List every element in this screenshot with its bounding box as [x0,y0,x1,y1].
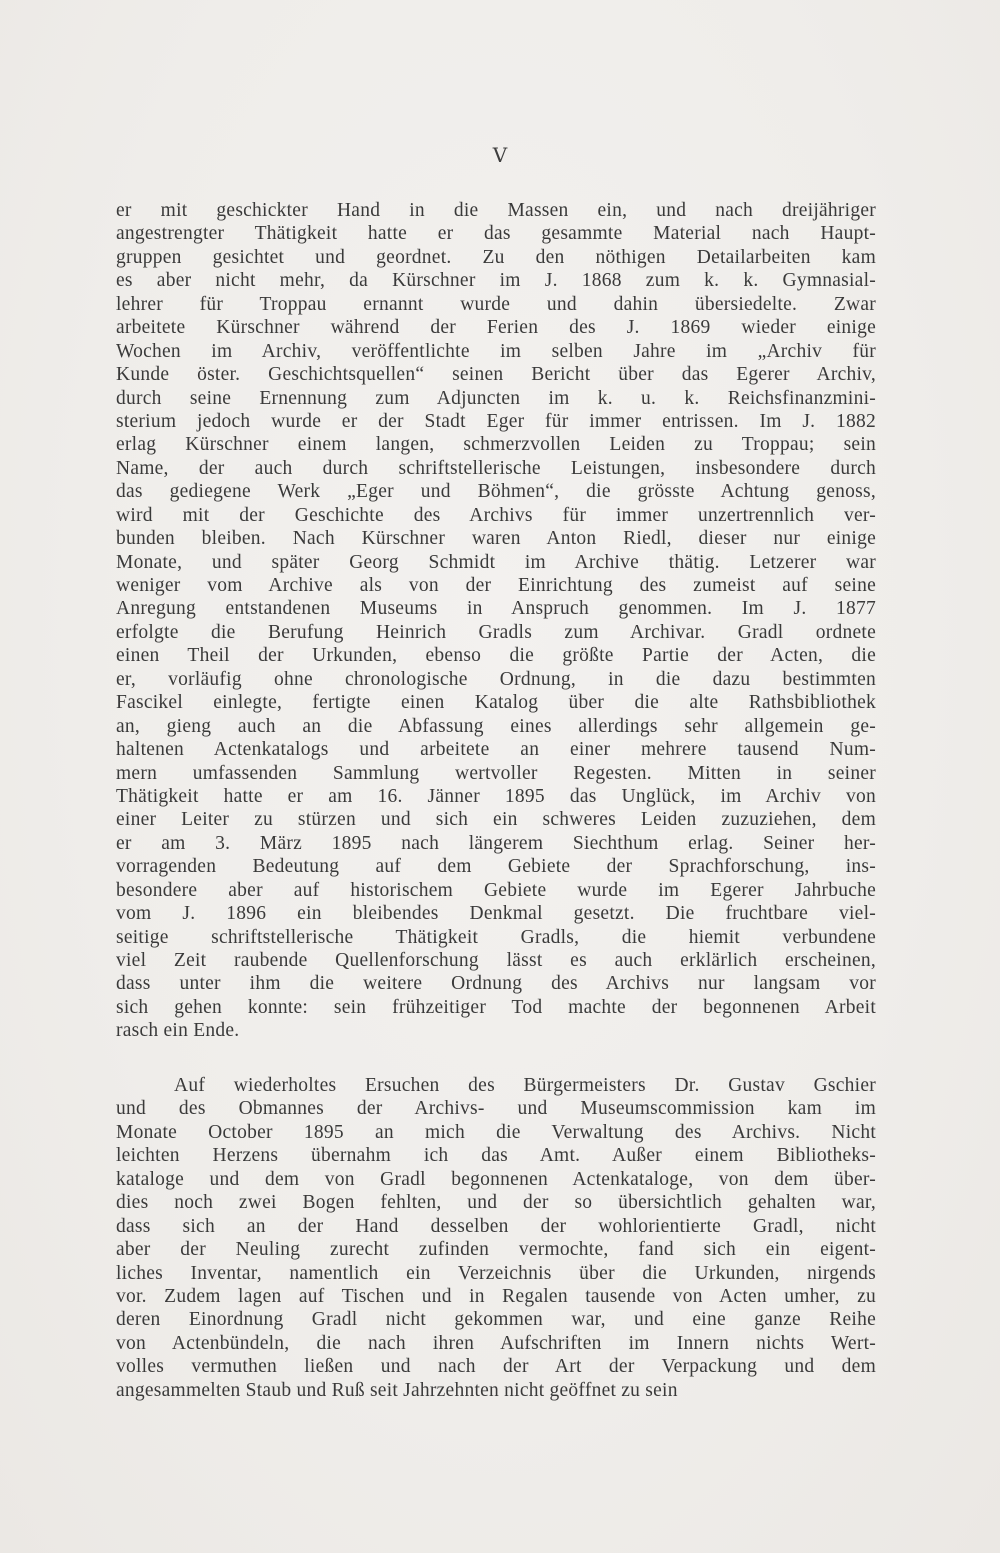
page-number: V [492,143,508,167]
text-line: Wochen im Archiv, veröffentlichte im selben Jahre im „Archiv für [116,340,876,362]
text-line: erfolgte die Berufung Heinrich Gradls zum Archivar. Gradl ordnete [116,621,876,643]
text-line: dies noch zwei Bogen fehlten, und der so übersichtlich gehalten war, [116,1192,876,1214]
text-line: kataloge und dem von Gradl begonnenen Actenkataloge, von dem über- [116,1168,876,1190]
text-line: das gediegene Werk „Eger und Böhmen“, die grösste Achtung genoss, [116,481,876,503]
text-line: Fascikel einlegte, fertigte einen Katalog über die alte Rathsbibliothek [116,692,876,714]
text-line: seitige schriftstellerische Thätigkeit Gradls, die hiemit verbundene [116,926,876,948]
text-line: einen Theil der Urkunden, ebenso die größte Partie der Acten, die [116,645,876,667]
text-line: einer Leiter zu stürzen und sich ein schweres Leiden zuzuziehen, dem [116,809,876,831]
text-line: angesammelten Staub und Ruß seit Jahrzehnten nicht geöffnet zu sein [116,1379,678,1401]
text-line: Auf wiederholtes Ersuchen des Bürgermeisters Dr. Gustav Gschier [174,1075,876,1096]
text-line: erlag Kürschner einem langen, schmerzvollen Leiden zu Troppau; sein [116,434,876,456]
text-line: und des Obmannes der Archivs- und Museumscommission kam im [116,1098,876,1120]
text-line: mern umfassenden Sammlung wertvoller Regesten. Mitten in seiner [116,762,876,784]
text-line: lehrer für Troppau ernannt wurde und dahin übersiedelte. Zwar [116,293,876,315]
text-line: Thätigkeit hatte er am 16. Jänner 1895 das Unglück, im Archiv von [116,785,876,807]
text-line: sterium jedoch wurde er der Stadt Eger für immer entrissen. Im J. 1882 [116,410,876,432]
text-line: angestrengter Thätigkeit hatte er das gesammte Material nach Haupt- [116,223,876,245]
text-line: Monate, und später Georg Schmidt im Archive thätig. Letzerer war [116,551,876,573]
text-line: liches Inventar, namentlich ein Verzeichnis über die Urkunden, nirgends [116,1262,876,1284]
text-line: Name, der auch durch schriftstellerische Leistungen, insbesondere durch [116,457,876,479]
text-line: er, vorläufig ohne chronologische Ordnung, in die dazu bestimmten [116,668,876,690]
text-line: Monate October 1895 an mich die Verwaltung des Archivs. Nicht [116,1121,876,1143]
paragraph-1 [116,199,876,1043]
text-line: wird mit der Geschichte des Archivs für immer unzertrennlich ver- [116,504,876,526]
text-line: von Actenbündeln, die nach ihren Aufschriften im Innern nichts Wert- [116,1332,876,1354]
text-line: dass unter ihm die weitere Ordnung des Archivs nur langsam vor [116,973,876,995]
text-line: deren Einordnung Gradl nicht gekommen war, und eine ganze Reihe [116,1309,876,1331]
text-line: vorragenden Bedeutung auf dem Gebiete der Sprachforschung, ins- [116,856,876,878]
text-line: rasch ein Ende. [116,1020,240,1042]
text-line: er mit geschickter Hand in die Massen ein, und nach dreijähriger [116,200,876,221]
text-line: es aber nicht mehr, da Kürschner im J. 1868 zum k. k. Gymnasial- [116,270,876,292]
text-line: volles vermuthen ließen und nach der Art der Verpackung und dem [116,1356,876,1378]
text-line: an, gieng auch an die Abfassung eines allerdings sehr allgemein ge- [116,715,876,737]
text-line: arbeitete Kürschner während der Ferien des J. 1869 wieder einige [116,317,876,339]
text-line: viel Zeit raubende Quellenforschung lässt es auch erklärlich erscheinen, [116,950,876,971]
text-line: aber der Neuling zurecht zufinden vermochte, fand sich ein eigent- [116,1239,876,1261]
text-line: gruppen gesichtet und geordnet. Zu den nöthigen Detailarbeiten kam [116,246,876,268]
text-line: Anregung entstandenen Museums in Anspruch genommen. Im J. 1877 [116,598,876,620]
text-line: haltenen Actenkatalogs und arbeitete an einer mehrere tausend Num- [116,739,876,761]
text-line: besondere aber auf historischem Gebiete wurde im Egerer Jahrbuche [116,879,876,901]
text-line: vor. Zudem lagen auf Tischen und in Regalen tausende von Acten umher, zu [116,1285,876,1307]
text-line: durch seine Ernennung zum Adjuncten im k. u. k. Reichsfinanzmini- [116,387,876,409]
text-line: er am 3. März 1895 nach längerem Siechthum erlag. Seiner her- [116,832,876,854]
text-line: Kunde öster. Geschichtsquellen“ seinen Bericht über das Egerer Archiv, [116,364,876,386]
text-line: weniger vom Archive als von der Einrichtung des zumeist auf seine [116,575,876,596]
text-line: bunden bleiben. Nach Kürschner waren Anton Riedl, dieser nur einige [116,528,876,550]
text-line: sich gehen konnte: sein frühzeitiger Tod machte der begonnenen Arbeit [116,996,876,1018]
text-line: leichten Herzens übernahm ich das Amt. Außer einem Bibliotheks- [116,1145,876,1167]
text-line: dass sich an der Hand desselben der wohlorientierte Gradl, nicht [116,1215,876,1237]
paragraph-2 [116,1074,876,1402]
text-line: vom J. 1896 ein bleibendes Denkmal gesetzt. Die fruchtbare viel- [116,903,876,925]
